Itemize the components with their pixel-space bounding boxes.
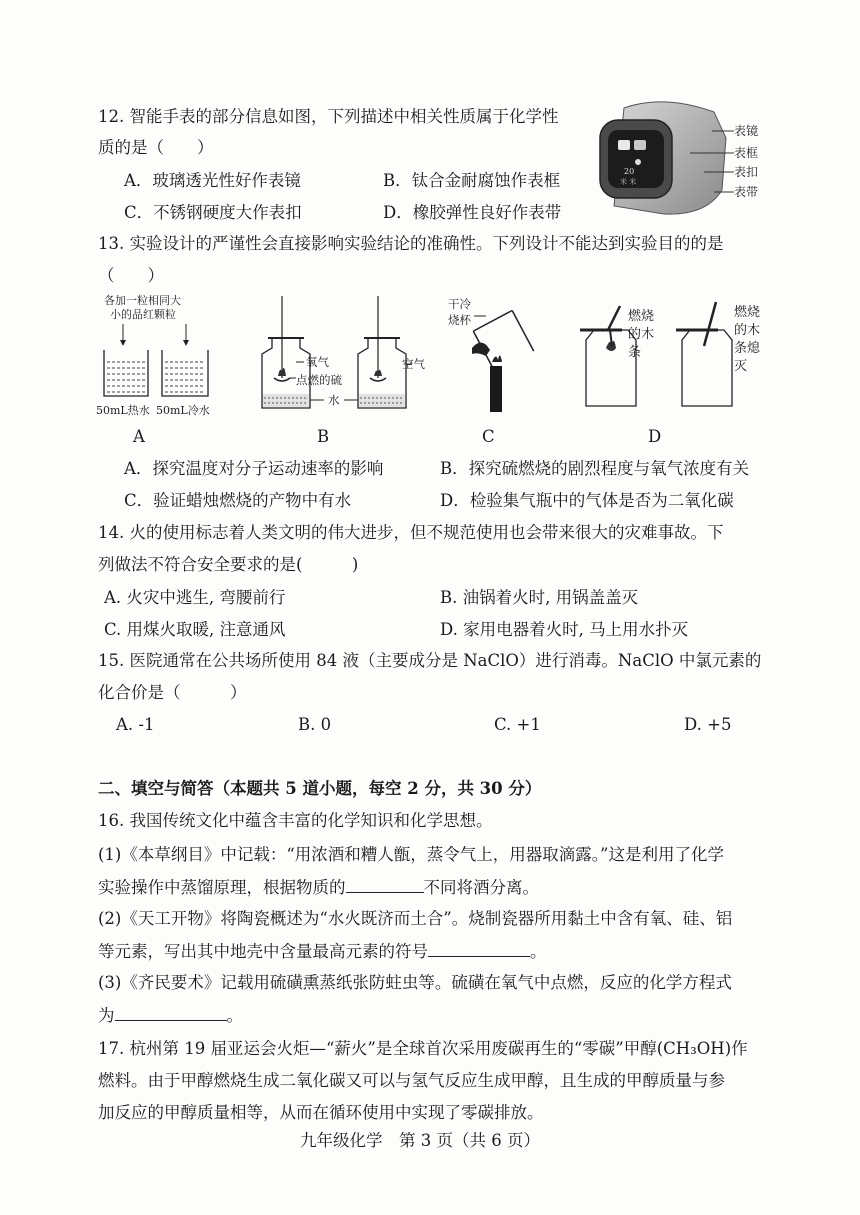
fig-a-letter: A xyxy=(133,427,145,446)
q16-part1-line2 xyxy=(98,876,539,899)
q16-part1-line2-after: 不同将酒分离。 xyxy=(423,878,539,897)
q16-answer-blank-3[interactable] xyxy=(115,1004,227,1021)
fig-a-note-line2: 小的品红颗粒 xyxy=(110,308,176,321)
q16-part2-line1: (2)《天工开物》将陶瓷概述为“水火既济而土合”。烧制瓷器所用黏土中含有氧、硅、铝 xyxy=(98,909,733,928)
fig-d-letter: D xyxy=(648,427,662,446)
q16-part2-line2-after: 。 xyxy=(530,942,547,961)
q15-option-a: A. -1 xyxy=(116,715,155,734)
fig-d-right-label-1: 燃烧 xyxy=(734,305,761,320)
q16-part3-line2 xyxy=(98,1004,243,1027)
fig-d-right-label-4: 灭 xyxy=(734,359,748,374)
watch-label-lens: 表镜 xyxy=(734,124,759,138)
figure-d-wooden-stick xyxy=(572,292,772,422)
q16-part3-line2-after: 。 xyxy=(226,1006,243,1025)
q16-answer-blank-1[interactable] xyxy=(346,876,424,893)
q13-option-b: B．探究硫燃烧的剧烈程度与氧气浓度有关 xyxy=(440,459,750,478)
page-footer: 九年级化学 第 3 页（共 6 页） xyxy=(300,1131,540,1150)
q14-option-b: B. 油锅着火时, 用锅盖盖灭 xyxy=(440,588,639,607)
q16-part3-line1: (3)《齐民要术》记载用硫磺熏蒸纸张防蛀虫等。硫磺在氧气中点燃，反应的化学方程式 xyxy=(98,973,732,992)
q14-option-a: A. 火灾中逃生, 弯腰前行 xyxy=(104,588,286,607)
q13-option-c: C．验证蜡烛燃烧的产物中有水 xyxy=(124,491,352,510)
q12-option-d: D．橡胶弹性良好作表带 xyxy=(383,203,562,222)
q16-answer-blank-2[interactable] xyxy=(428,940,530,957)
q16-part1-line2-before: 实验操作中蒸馏原理，根据物质的 xyxy=(98,878,346,897)
fig-b-letter: B xyxy=(317,427,330,446)
fig-b-oxygen-label: 氧气 xyxy=(306,355,329,369)
q14-option-c: C. 用煤火取暖, 注意通风 xyxy=(104,620,286,639)
q17-line3: 加反应的甲醇质量相等，从而在循环使用中实现了零碳排放。 xyxy=(98,1103,544,1122)
q15-stem-line1: 15. 医院通常在公共场所使用 84 液（主要成分是 NaClO）进行消毒。NaClO 中氯元素的 xyxy=(98,651,762,670)
fig-d-left-label-3: 条 xyxy=(628,345,642,360)
q13-stem-line1: 13. 实验设计的严谨性会直接影响实验结论的准确性。下列设计不能达到实验目的的是 xyxy=(98,234,724,253)
q16-part2-line2-before: 等元素，写出其中地壳中含量最高元素的符号 xyxy=(98,942,428,961)
fig-a-right-label: 50mL冷水 xyxy=(156,404,210,417)
fig-c-label-line1: 干冷 xyxy=(448,297,471,311)
fig-a-left-label: 50mL热水 xyxy=(96,404,150,417)
fig-d-right-label-3: 条熄 xyxy=(734,341,761,356)
q15-option-d: D. +5 xyxy=(684,715,732,734)
smart-watch-figure xyxy=(594,98,774,223)
figure-c-candle xyxy=(446,292,546,422)
section-2-title: 二、填空与简答（本题共 5 道小题，每空 2 分，共 30 分） xyxy=(98,779,542,798)
q12-stem-line1: 12. 智能手表的部分信息如图，下列描述中相关性质属于化学性 xyxy=(98,107,559,126)
q14-stem-line2: 列做法不符合安全要求的是( ) xyxy=(98,555,359,574)
fig-b-water-label: 水 xyxy=(328,393,340,407)
q14-option-d: D. 家用电器着火时, 马上用水扑灭 xyxy=(440,620,689,639)
fig-d-left-label-2: 的木 xyxy=(628,327,655,342)
watch-screen-text-1: 20 xyxy=(624,167,635,176)
fig-a-note-line1: 各加一粒相同大 xyxy=(104,294,181,307)
q16-stem: 16. 我国传统文化中蕴含丰富的化学知识和化学思想。 xyxy=(98,811,493,830)
q13-option-a: A．探究温度对分子运动速率的影响 xyxy=(124,459,384,478)
watch-label-strap: 表带 xyxy=(734,185,759,199)
q13-stem-line2: （ ） xyxy=(98,266,164,285)
watch-screen-text-2: 米 米 xyxy=(620,178,637,186)
watch-label-frame: 表框 xyxy=(734,146,759,160)
fig-b-sulfur-label: 点燃的硫 xyxy=(296,373,342,387)
fig-d-left-label-1: 燃烧 xyxy=(628,309,655,324)
q17-line2: 燃料。由于甲醇燃烧生成二氧化碳又可以与氢气反应生成甲醇，且生成的甲醇质量与参 xyxy=(98,1071,725,1090)
fig-c-letter: C xyxy=(482,427,495,446)
q16-part1-line1: (1)《本草纲目》中记载：“用浓酒和糟人甑，蒸令气上，用器取滴露。”这是利用了化学 xyxy=(98,845,724,864)
figure-a-beakers xyxy=(96,292,226,422)
q14-stem-line1: 14. 火的使用标志着人类文明的伟大进步，但不规范使用也会带来很大的灾难事故。下 xyxy=(98,523,724,542)
q16-part2-line2 xyxy=(98,940,547,963)
q15-option-c: C. +1 xyxy=(494,715,541,734)
q12-option-b: B．钛合金耐腐蚀作表框 xyxy=(383,171,561,190)
q12-option-c: C．不锈钢硬度大作表扣 xyxy=(124,203,302,222)
q15-stem-line2: 化合价是（ ） xyxy=(98,683,247,702)
q12-option-a: A．玻璃透光性好作表镜 xyxy=(124,171,301,190)
q16-part3-line2-before: 为 xyxy=(98,1006,115,1025)
q17-line1: 17. 杭州第 19 届亚运会火炬—“薪火”是全球首次采用废碳再生的“零碳”甲醇(CH₃OH)作 xyxy=(98,1039,748,1058)
fig-b-air-label: 空气 xyxy=(402,357,425,371)
watch-label-buckle: 表扣 xyxy=(734,165,759,179)
fig-c-label-line2: 烧杯 xyxy=(448,313,471,327)
q15-option-b: B. 0 xyxy=(298,715,332,734)
fig-d-right-label-2: 的木 xyxy=(734,323,761,338)
q13-option-d: D．检验集气瓶中的气体是否为二氧化碳 xyxy=(440,491,734,510)
q12-stem-line2: 质的是（ ） xyxy=(98,138,214,157)
figure-b-jars xyxy=(248,292,438,422)
